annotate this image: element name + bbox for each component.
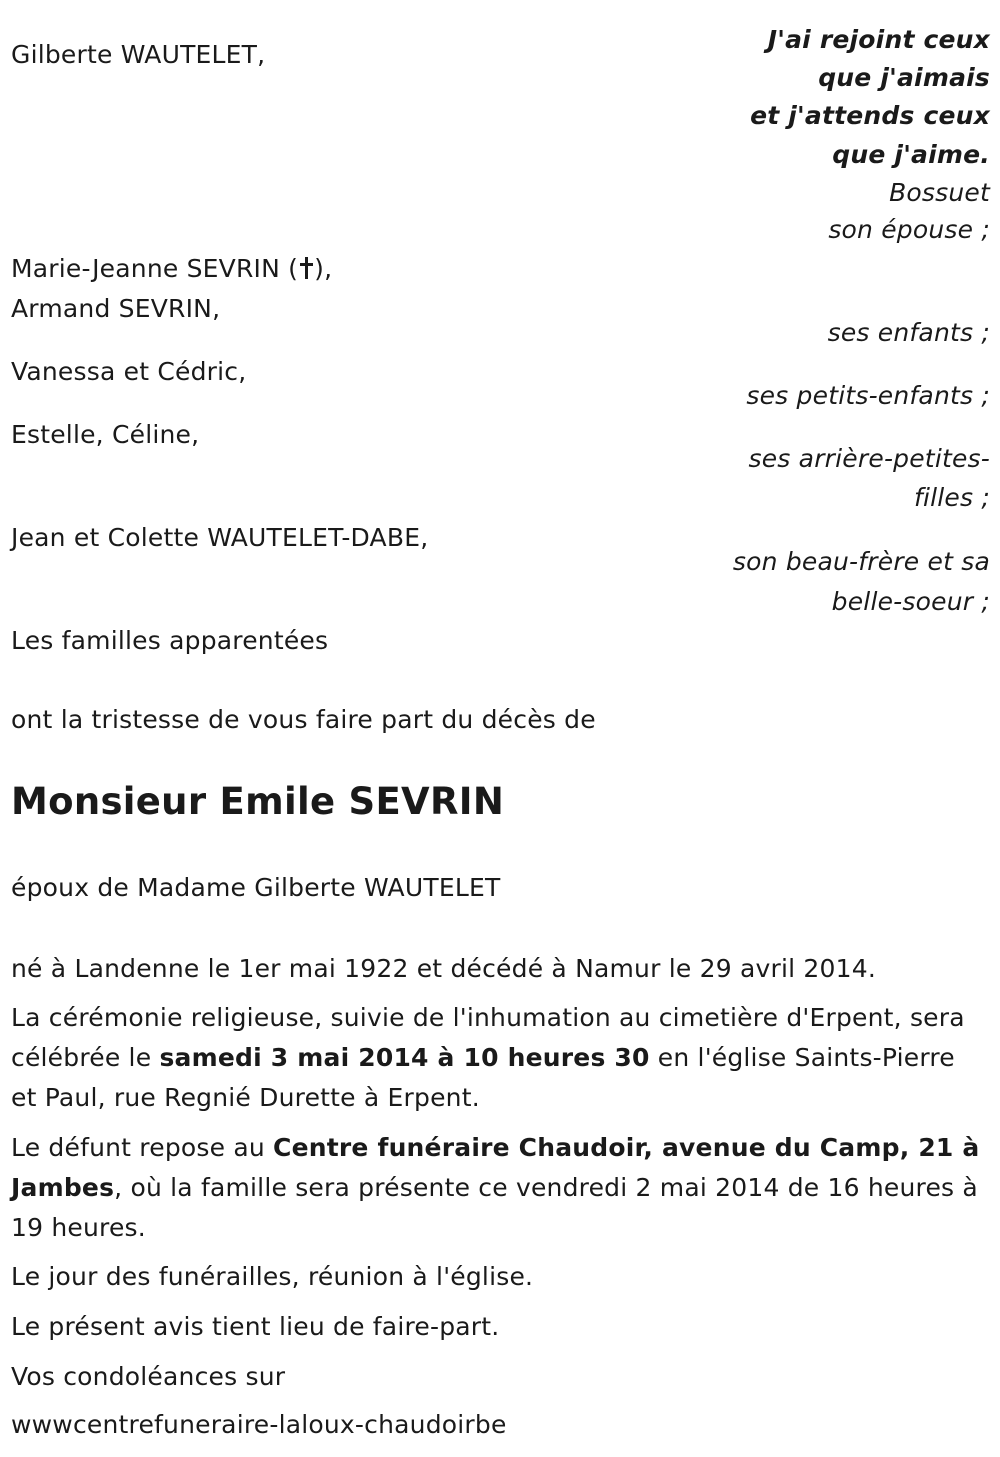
notice-statement: Le présent avis tient lieu de faire-part. [11, 1312, 500, 1341]
epigraph-author: Bossuet [889, 178, 990, 207]
epigraph-line-1: J'ai rejoint ceux [767, 25, 990, 54]
great-grandchildren-role-line-1: ses arrière-petites- [748, 444, 990, 473]
great-grandchildren-role-line-2: filles ; [913, 483, 990, 512]
epigraph-line-4: que j'aime. [832, 140, 990, 169]
ceremony-text-after: en l'église Saints-Pierre et Paul, rue Regnié Durette à Erpent. [11, 1043, 955, 1112]
child-2-name: Armand SEVRIN, [11, 294, 221, 323]
child-1-name-close: ), [314, 254, 333, 283]
in-laws-role-line-2: belle-soeur ; [831, 587, 990, 616]
announcement: ont la tristesse de vous faire part du décès de [11, 705, 596, 734]
deceased-spouse: époux de Madame Gilberte WAUTELET [11, 873, 501, 902]
child-1-name [11, 254, 332, 283]
in-laws-role-line-1: son beau-frère et sa [732, 547, 990, 576]
great-grandchildren-names: Estelle, Céline, [11, 420, 200, 449]
related-families: Les familles apparentées [11, 626, 329, 655]
condolences-label: Vos condoléances sur [11, 1362, 286, 1391]
spouse-name: Gilberte WAUTELET, [11, 40, 266, 69]
repose-paragraph [11, 1128, 986, 1248]
grandchildren-names: Vanessa et Cédric, [11, 357, 247, 386]
repose-text-before: Le défunt repose au [11, 1133, 274, 1162]
repose-text-after: , où la famille sera présente ce vendredi 2 mai 2014 de 16 heures à 19 heures. [11, 1173, 978, 1242]
in-laws-names: Jean et Colette WAUTELET-DABE, [11, 523, 429, 552]
funeral-day: Le jour des funérailles, réunion à l'église. [11, 1262, 534, 1291]
epigraph-line-3: et j'attends ceux [750, 101, 990, 130]
child-1-name-text: Marie-Jeanne SEVRIN ( [11, 254, 299, 283]
ceremony-date: samedi 3 mai 2014 à 10 heures 30 [159, 1043, 650, 1072]
condolences-website[interactable]: wwwcentrefuneraire-laloux-chaudoirbe [11, 1410, 507, 1439]
cross-icon [299, 257, 313, 279]
children-role: ses enfants ; [827, 318, 990, 347]
repose-place: Centre funéraire Chaudoir, avenue du Camp, 21 à Jambes [11, 1133, 980, 1202]
deceased-name: Monsieur Emile SEVRIN [11, 780, 505, 823]
spouse-role: son épouse ; [828, 215, 990, 244]
ceremony-paragraph [11, 998, 986, 1118]
grandchildren-role: ses petits-enfants ; [746, 381, 990, 410]
birth-death: né à Landenne le 1er mai 1922 et décédé à Namur le 29 avril 2014. [11, 954, 876, 983]
ceremony-text-before: La cérémonie religieuse, suivie de l'inhumation au cimetière d'Erpent, sera célébrée le [11, 1003, 965, 1072]
epigraph-line-2: que j'aimais [818, 63, 990, 92]
